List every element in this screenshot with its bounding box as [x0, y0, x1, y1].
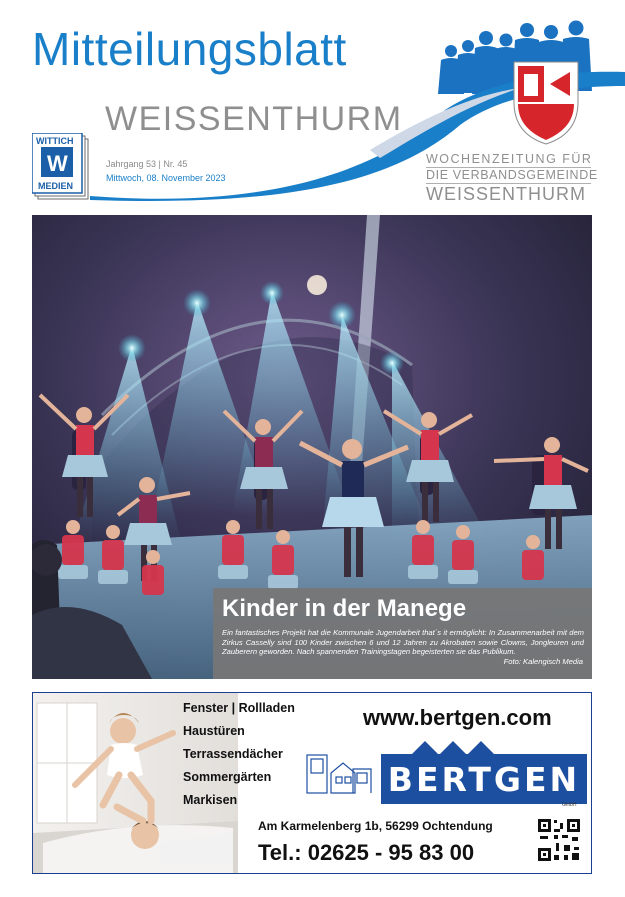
cover-headline: Kinder in der Manege: [222, 595, 467, 622]
photo-credit: Foto: Kalengisch Media: [503, 657, 583, 666]
publisher-name-bottom: MEDIEN: [38, 181, 74, 191]
house-door-icon: [303, 751, 375, 797]
advertisement[interactable]: [32, 692, 592, 874]
svg-text:W: W: [47, 151, 68, 176]
masthead-title: Mitteilungsblatt: [32, 23, 347, 75]
tagline-line-3: WEISSENTHURM: [426, 183, 591, 205]
ad-item: Sommergärten: [183, 770, 272, 784]
issue-info: Jahrgang 53 | Nr. 45: [106, 159, 188, 169]
publisher-name-top: WITTICH: [36, 136, 74, 146]
masthead-town: WEISSENTHURM: [105, 100, 403, 138]
coat-of-arms-icon: [514, 62, 578, 144]
ad-item: Markisen: [183, 793, 238, 807]
tagline: [426, 152, 598, 205]
cover-caption: Ein fantastisches Projekt hat die Kommunale Jugendarbeit that´s it ermöglicht: In Zusammenarbeit mit dem Zirkus Casselly sind 100 Kinder zwischen 6 und 12 Jahren zu Akrobaten sowie Clowns, Jongleuren und Zauberern geworden. Nach spannenden Trainingstagen begeisterten sie das Publikum.: [222, 628, 584, 657]
issue-date: Mittwoch, 08. November 2023: [106, 173, 226, 183]
brand-name: BERTGEN: [387, 760, 581, 799]
ad-item: Haustüren: [183, 724, 245, 738]
ad-address: Am Karmelenberg 1b, 56299 Ochtendung: [258, 819, 493, 833]
brand-roof-icon: [411, 739, 495, 755]
brand-logo: [381, 754, 587, 804]
brand-suffix: GmbH: [562, 802, 577, 808]
ad-item: Fenster | Rollladen: [183, 701, 295, 715]
tagline-line-1: WOCHENZEITUNG FÜR: [426, 152, 593, 166]
ad-item: Terrassendächer: [183, 747, 283, 761]
ad-website-link[interactable]: www.bertgen.com: [363, 705, 552, 730]
publisher-logo: [32, 133, 90, 201]
cover-caption-box: [213, 588, 592, 679]
ad-phone[interactable]: Tel.: 02625 - 95 83 00: [258, 840, 475, 865]
tagline-line-2: DIE VERBANDSGEMEINDE: [426, 168, 598, 182]
qr-code-icon[interactable]: [536, 817, 582, 863]
